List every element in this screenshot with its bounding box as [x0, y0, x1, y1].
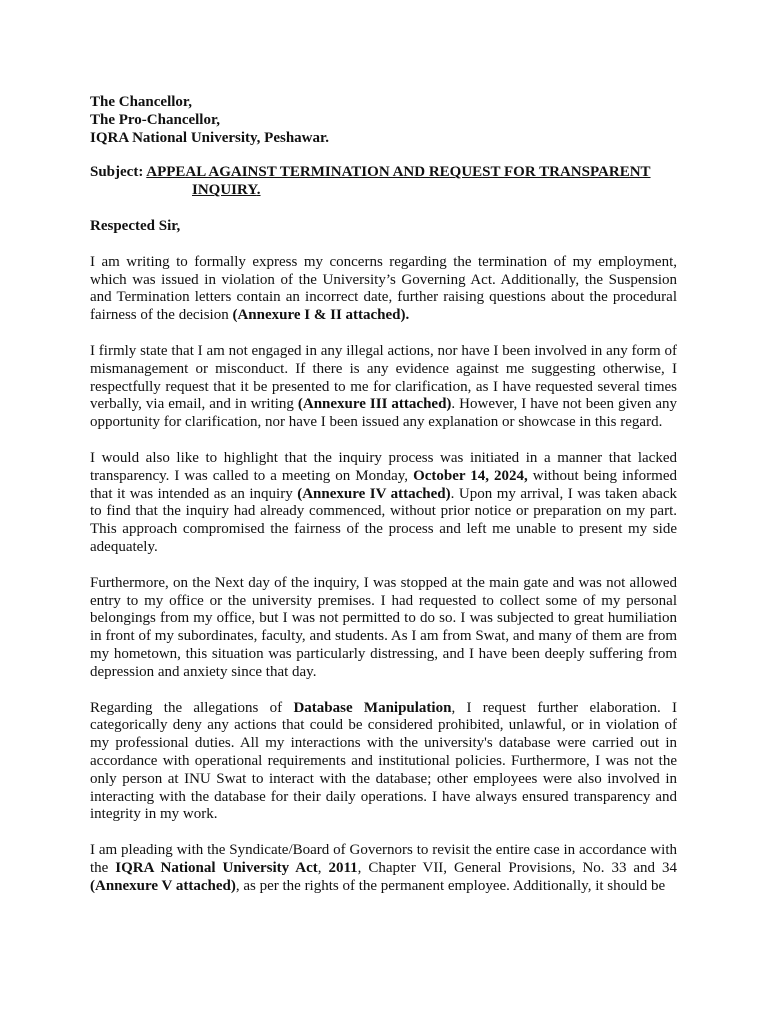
paragraph-5: Regarding the allegations of Database Manipulation, I request further elaboration. I categorically deny any actions that could be considered prohibited, unlawful, or in violation of my professional duties. All my interactions with the university's database were carried out in accordance with operational requirements and institutional policies. Furthermore, I was not the only person at INU Swat to interact with the database; other employees were also involved in interacting with the database for their daily operations. I have always ensured transparency and integrity in my work. [90, 699, 677, 823]
recipient-address [90, 94, 677, 147]
letter-page [90, 94, 677, 895]
paragraph-6: I am pleading with the Syndicate/Board of Governors to revisit the entire case in accordance with the IQRA National University Act, 2011, Chapter VII, General Provisions, No. 33 and 34 (Annexure V attached), as per the rights of the permanent employee. Additionally, it should be [90, 842, 678, 894]
recipient-line-1: The Chancellor, [90, 94, 192, 110]
subject-label: Subject: [90, 164, 144, 181]
subject-line [90, 164, 677, 200]
subject-title-line-1: APPEAL AGAINST TERMINATION AND REQUEST FOR TRANSPARENT [146, 164, 651, 181]
subject-title-line-2: INQUIRY. [192, 182, 261, 199]
paragraph-4: Furthermore, on the Next day of the inquiry, I was stopped at the main gate and was not allowed entry to my office or the university premises. I had requested to collect some of my personal belongings from my office, but I was not permitted to do so. I was subjected to great humiliation in front of my subordinates, faculty, and students. As I am from Swat, and many of them are from my hometown, this situation was particularly distressing, and I have been deeply suffering from depression and anxiety since that day. [90, 574, 677, 680]
salutation: Respected Sir, [90, 217, 181, 234]
recipient-line-2: The Pro-Chancellor, [90, 111, 220, 128]
paragraph-3: I would also like to highlight that the inquiry process was initiated in a manner that lacked transparency. I was called to a meeting on Monday, October 14, 2024, without being informed that it was intended as an inquiry (Annexure IV attached). Upon my arrival, I was taken aback to find that the inquiry had already commenced, without prior notice or preparation on my part. This approach compromised the fairness of the process and left me unable to present my side adequately. [90, 449, 677, 555]
paragraph-1: I am writing to formally express my concerns regarding the termination of my employment, which was issued in violation of the University’s Governing Act. Additionally, the Suspension and Termination letters contain an incorrect date, further raising questions about the procedural fairness of the decision (Annexure I & II attached). [90, 253, 677, 324]
paragraph-2: I firmly state that I am not engaged in any illegal actions, nor have I been involved in any form of mismanagement or misconduct. If there is any evidence against me suggesting otherwise, I respectfully request that it be presented to me for clarification, as I have requested several times verbally, via email, and in writing (Annexure III attached). However, I have not been given any opportunity for clarification, nor have I been issued any explanation or showcase in this regard. [90, 342, 677, 431]
recipient-line-3: IQRA National University, Peshawar. [90, 129, 330, 146]
